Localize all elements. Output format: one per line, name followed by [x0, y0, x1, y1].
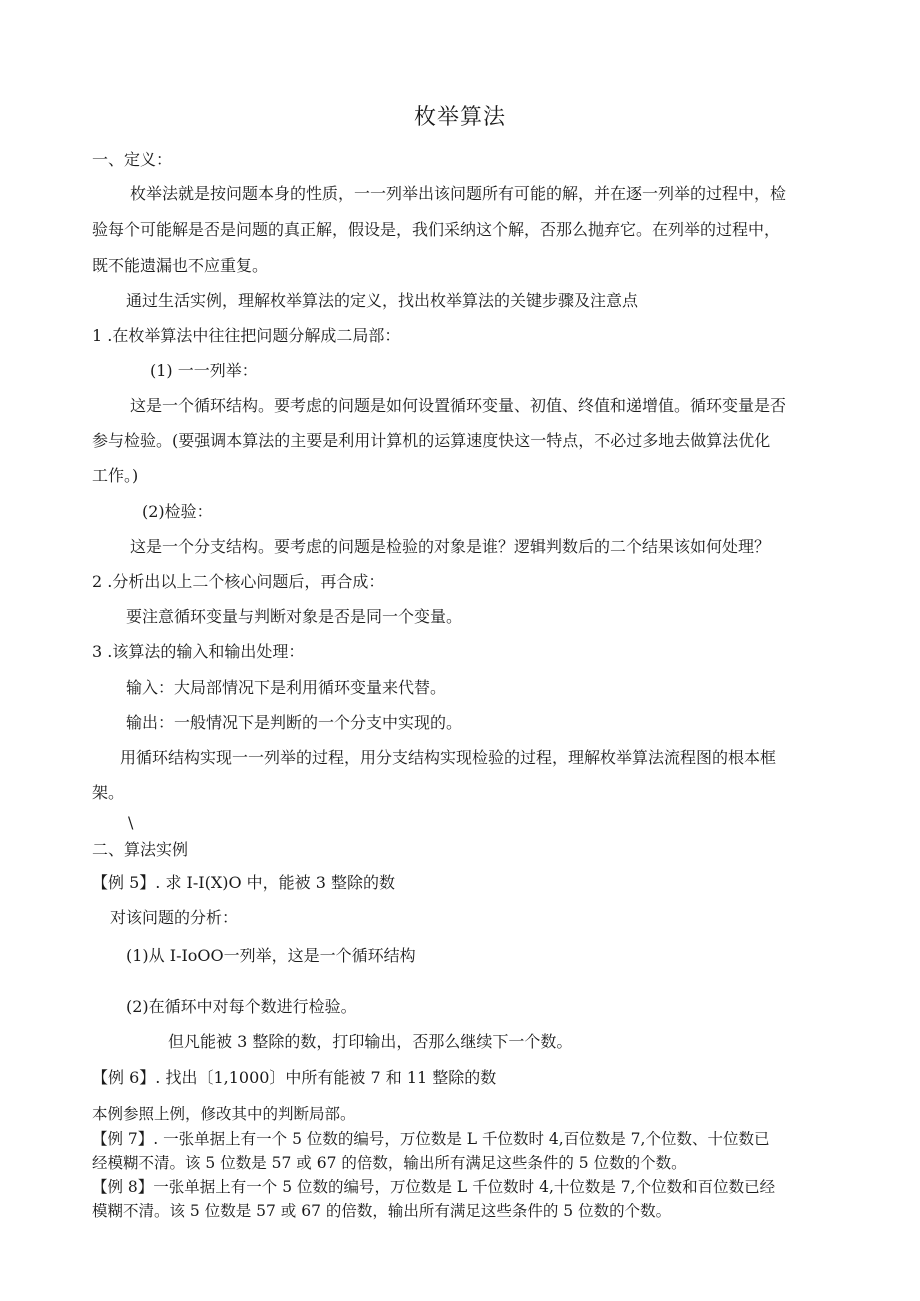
page-title: 枚举算法: [413, 105, 506, 130]
sub-item-check-text: 这是一个分支结构。要考虑的问题是检验的对象是谁？逻辑判数后的二个结果该如何处理？: [130, 537, 771, 556]
point-3-heading: 3 .该算法的输入和输出处理：: [92, 642, 305, 661]
sub-item-enumerate-label: (1) 一一列举：: [150, 361, 258, 380]
sub-item-enumerate-text: 工作。): [92, 466, 139, 485]
example-5-step-2-detail: 但凡能被 3 整除的数，打印输出，否那么继续下一个数。: [168, 1032, 573, 1051]
output-text: 输出：一般情况下是判断的一个分支中实现的。: [126, 713, 463, 732]
example-6-note: 本例参照上例，修改其中的判断局部。: [92, 1105, 356, 1123]
input-text: 输入：大局部情况下是利用循环变量来代替。: [126, 678, 447, 697]
point-2-text: 要注意循环变量与判断对象是否是同一个变量。: [126, 607, 463, 626]
section-heading-examples: 二、算法实例: [92, 840, 189, 859]
example-5-step-2: (2)在循环中对每个数进行检验。: [126, 997, 357, 1016]
summary-line: 架。: [92, 783, 125, 802]
example-7-text: 【例 7】. 一张单据上有一个 5 位数的编号，万位数是 L 千位数时 4,百位数是 7,个位数、十位数已: [92, 1130, 770, 1148]
definition-line: 验每个可能解是否是问题的真正解，假设是，我们采纳这个解，否那么抛弃它。在列举的过程中，: [92, 220, 781, 239]
sub-item-enumerate-text: 这是一个循环结构。要考虑的问题是如何设置循环变量、初值、终值和递增值。循环变量是否: [130, 396, 787, 415]
example-5-title: 【例 5】. 求 I-I(X)O 中，能被 3 整除的数: [92, 873, 396, 892]
stray-mark: \: [128, 813, 134, 832]
sub-item-enumerate-text: 参与检验。(要强调本算法的主要是利用计算机的运算速度快这一特点，不必过多地去做算法优化: [92, 431, 771, 450]
example-6-title: 【例 6】. 找出〔1,1000〕中所有能被 7 和 11 整除的数: [92, 1068, 497, 1087]
learning-goal: 通过生活实例，理解枚举算法的定义，找出枚举算法的关键步骤及注意点: [126, 291, 639, 310]
example-5-analysis: 对该问题的分析：: [110, 908, 239, 927]
example-5-step-1: (1)从 I-IoOO一列举，这是一个循环结构: [126, 946, 416, 965]
sub-item-check-label: (2)检验：: [142, 502, 213, 521]
point-1-heading: 1 .在枚举算法中往往把问题分解成二局部：: [92, 326, 401, 345]
summary-line: 用循环结构实现一一列举的过程，用分支结构实现检验的过程，理解枚举算法流程图的根本框: [120, 748, 777, 767]
definition-line: 既不能遗漏也不应重复。: [92, 256, 269, 275]
section-heading-definition: 一、定义：: [92, 150, 173, 169]
example-8-text: 模糊不清。该 5 位数是 57 或 67 的倍数，输出所有满足这些条件的 5 位数的个数。: [92, 1202, 672, 1220]
example-7-text: 经模糊不清。该 5 位数是 57 或 67 的倍数，输出所有满足这些条件的 5 位数的个数。: [92, 1154, 687, 1172]
definition-line: 枚举法就是按问题本身的性质，一一列举出该问题所有可能的解，并在逐一列举的过程中，检: [130, 184, 787, 203]
point-2-heading: 2 .分析出以上二个核心问题后，再合成：: [92, 572, 385, 591]
example-8-text: 【例 8】一张单据上有一个 5 位数的编号，万位数是 L 千位数时 4,十位数是 7,个位数和百位数已经: [92, 1178, 776, 1196]
